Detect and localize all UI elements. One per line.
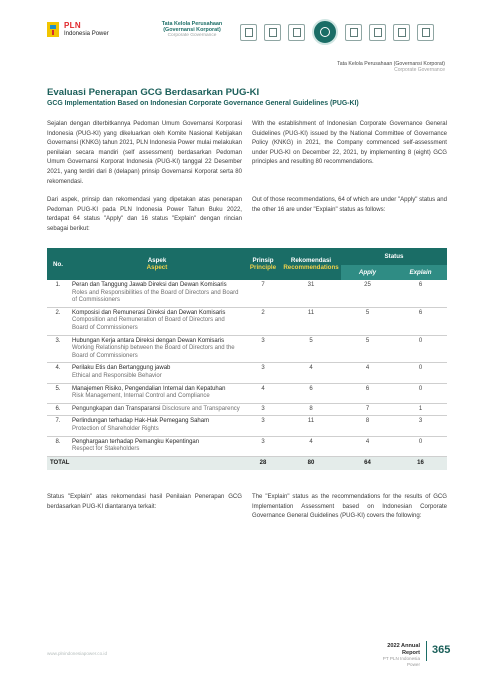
aspect-id: Hubungan Kerja antara Direksi dengan Dewan Komisaris xyxy=(72,337,225,344)
table-row xyxy=(47,280,447,307)
section-title-line2: (Governansi Korporat) xyxy=(163,27,221,34)
row-explain: 0 xyxy=(394,335,447,363)
row-recommendations: 6 xyxy=(281,383,341,403)
people-icon[interactable] xyxy=(288,24,305,41)
col-header-aspect-en: Aspect xyxy=(146,264,168,271)
row-explain: 0 xyxy=(394,436,447,456)
total-label: TOTAL xyxy=(47,456,245,470)
row-apply: 4 xyxy=(341,436,394,456)
aspect-id: Peran dan Tanggung Jawab Direksi dan Dewan Komisaris xyxy=(72,282,227,288)
section-title-line1: Tata Kelola Perusahaan xyxy=(161,21,223,27)
running-title-id: Tata Kelola Perusahaan (Governansi Korporat) xyxy=(337,61,445,67)
paragraph-en-intro: With the establishment of Indonesian Corporate Governance General Guidelines (PUG-KI) issued by the National Committee of Governance Policy (KNKG) in 2021, the Company commenced self-assessment under PUG-KI on December 22, 2021, by implementing 8 (eight) GCG principles and resulting 80 recommendations. xyxy=(252,121,447,166)
row-aspect xyxy=(69,307,245,335)
row-recommendations: 5 xyxy=(281,335,341,363)
table-row xyxy=(47,436,447,456)
aspect-id: Penghargaan terhadap Pemangku Kepentingan xyxy=(72,438,200,445)
pln-logo-icon xyxy=(47,22,59,37)
col-header-apply: Apply xyxy=(341,265,394,280)
row-recommendations: 11 xyxy=(281,307,341,335)
col-header-principle-en: Principle xyxy=(249,264,277,271)
paragraph-id-explain: Status "Explain" atas rekomendasi hasil Penilaian Penerapan GCG berdasarkan PUG-KI diantaranya terkait: xyxy=(47,494,242,510)
row-apply: 5 xyxy=(341,307,394,335)
aspect-id: Perilaku Etis dan Bertanggung jawab xyxy=(72,365,171,372)
paragraph-id-intro: Sejalan dengan diterbitkannya Pedoman Umum Governansi Korporasi Indonesia (PUG-KI) yang dikeluarkan oleh Komite Nasional Kebijakan Governansi (KNKG) tahun 2021, PLN Indonesia Power mulai melakukan penilaian secara mandiri (self assessment) berdasarkan Pedoman Umum Governansi Korporat Indonesia (PUG-KI) tanggal 22 Desember 2021, yang terdiri dari 8 (delapan) prinsip Governansi Korporat serta 80 rekomendasi. xyxy=(47,121,242,185)
row-explain: 1 xyxy=(394,403,447,416)
row-aspect xyxy=(69,403,245,416)
row-no: 1. xyxy=(47,280,69,307)
col-header-principle xyxy=(245,248,281,280)
row-apply: 25 xyxy=(341,280,394,307)
running-title-en: Corporate Governance xyxy=(394,67,445,74)
table-row xyxy=(47,403,447,416)
row-apply: 8 xyxy=(341,416,394,436)
aspect-en: Roles and Responsibilities of the Board of Directors and Board of Commissioners xyxy=(72,289,239,304)
aspect-en: Respect for Stakeholders xyxy=(72,446,140,453)
total-apply: 64 xyxy=(341,456,394,470)
col-header-status: Status xyxy=(341,248,447,265)
footer-divider xyxy=(426,641,427,661)
row-recommendations: 31 xyxy=(281,280,341,307)
row-aspect xyxy=(69,280,245,307)
table-row xyxy=(47,307,447,335)
table-row xyxy=(47,335,447,363)
table-body xyxy=(47,280,447,470)
building-icon[interactable] xyxy=(345,24,362,41)
row-principle: 3 xyxy=(245,416,281,436)
aspect-id: Komposisi dan Remunerasi Direksi dan Dewan Komisaris xyxy=(72,309,226,316)
row-aspect xyxy=(69,436,245,456)
aspect-en: Ethical and Responsible Behavior xyxy=(72,372,162,379)
leaf-icon[interactable] xyxy=(393,24,410,41)
row-explain: 0 xyxy=(394,363,447,383)
brand-name: PLN xyxy=(64,21,81,30)
col-header-rec-id: Rekomendasi xyxy=(290,257,332,264)
chapter-nav xyxy=(240,19,434,45)
row-no: 6. xyxy=(47,403,69,416)
row-principle: 2 xyxy=(245,307,281,335)
footer-url[interactable]: www.plnindonesiapower.co.id xyxy=(47,651,108,656)
row-no: 5. xyxy=(47,383,69,403)
grid-icon[interactable] xyxy=(369,24,386,41)
heading-en: GCG Implementation Based on Indonesian Corporate Governance General Guidelines (PUG-KI) xyxy=(47,100,359,107)
report-icon[interactable] xyxy=(417,24,434,41)
col-header-aspect xyxy=(69,248,245,280)
table-row xyxy=(47,416,447,436)
row-no: 2. xyxy=(47,307,69,335)
row-recommendations: 4 xyxy=(281,363,341,383)
row-recommendations: 11 xyxy=(281,416,341,436)
row-apply: 6 xyxy=(341,383,394,403)
col-header-no: No. xyxy=(47,248,69,280)
section-title xyxy=(142,21,242,39)
col-header-recommendations xyxy=(281,248,341,280)
row-apply: 7 xyxy=(341,403,394,416)
row-no: 8. xyxy=(47,436,69,456)
table-total-row xyxy=(47,456,447,470)
heading-id: Evaluasi Penerapan GCG Berdasarkan PUG-KI xyxy=(47,87,260,98)
aspect-en: Risk Management, Internal Control and Compliance xyxy=(72,393,210,400)
row-principle: 7 xyxy=(245,280,281,307)
page-header xyxy=(0,16,480,48)
col-header-aspect-id: Aspek xyxy=(147,257,167,264)
section-title-line3: Corporate Governance xyxy=(167,33,217,39)
row-principle: 3 xyxy=(245,436,281,456)
row-recommendations: 8 xyxy=(281,403,341,416)
row-apply: 5 xyxy=(341,335,394,363)
aspect-id: Manajemen Risiko, Pengendalian Internal dan Kepatuhan xyxy=(72,385,226,392)
row-principle: 4 xyxy=(245,383,281,403)
row-aspect xyxy=(69,363,245,383)
running-title xyxy=(337,61,445,73)
col-header-principle-id: Prinsip xyxy=(252,257,274,264)
row-explain: 6 xyxy=(394,280,447,307)
pugki-status-table xyxy=(47,248,447,470)
total-explain: 16 xyxy=(394,456,447,470)
col-header-explain: Explain xyxy=(394,265,447,280)
row-no: 3. xyxy=(47,335,69,363)
row-principle: 3 xyxy=(245,363,281,383)
aspect-id: Perlindungan terhadap Hak-Hak Pemegang Saham xyxy=(72,418,210,425)
total-principle: 28 xyxy=(245,456,281,470)
brand-sub: Indonesia Power xyxy=(64,31,109,37)
row-explain: 3 xyxy=(394,416,447,436)
footer-report-sub: PT PLN Indonesia Power xyxy=(382,656,420,667)
aspect-en: Disclosure and Transparency xyxy=(162,405,240,412)
total-recommendations: 80 xyxy=(281,456,341,470)
row-recommendations: 4 xyxy=(281,436,341,456)
row-aspect xyxy=(69,335,245,363)
row-no: 4. xyxy=(47,363,69,383)
aspect-id: Pengungkapan dan Transparansi xyxy=(72,405,161,412)
row-principle: 3 xyxy=(245,403,281,416)
table-row xyxy=(47,363,447,383)
row-explain: 6 xyxy=(394,307,447,335)
row-aspect xyxy=(69,416,245,436)
page-number: 365 xyxy=(432,644,451,656)
chart-icon[interactable] xyxy=(264,24,281,41)
section-heading xyxy=(47,87,447,107)
pln-logo xyxy=(47,22,109,37)
col-header-rec-en: Recommendations xyxy=(283,264,339,271)
row-aspect xyxy=(69,383,245,403)
aspect-en: Protection of Shareholder Rights xyxy=(72,425,159,432)
row-principle: 3 xyxy=(245,335,281,363)
paragraph-id-summary: Dari aspek, prinsip dan rekomendasi yang dipetakan atas penerapan Pedoman PUG-KI pada PLN Indonesia Power Tahun Buku 2022, terdapat 64 status "Apply" dan 16 status "Explain" dengan rincian sebagai berikut: xyxy=(47,197,242,232)
table-row xyxy=(47,383,447,403)
aspect-en: Working Relationship between the Board of Directors and the Board of Commissioners xyxy=(72,345,235,359)
footer-report xyxy=(370,643,420,667)
governance-icon[interactable] xyxy=(312,19,338,45)
footer-report-title: 2022 Annual Report xyxy=(387,643,420,656)
paragraph-en-summary: Out of those recommendations, 64 of which are under "Apply" status and the other 16 are under "Explain" status as follows: xyxy=(252,197,447,213)
row-apply: 4 xyxy=(341,363,394,383)
row-no: 7. xyxy=(47,416,69,436)
aspect-en: Composition and Remuneration of Board of Directors and Board of Commissioners xyxy=(72,317,225,331)
paragraph-en-explain: The "Explain" status as the recommendations for the results of GCG Implementation Assessment based on Indonesian Corporate Governance General Guidelines (PUG-KI) covers the following: xyxy=(252,494,447,520)
row-explain: 0 xyxy=(394,383,447,403)
document-icon[interactable] xyxy=(240,24,257,41)
